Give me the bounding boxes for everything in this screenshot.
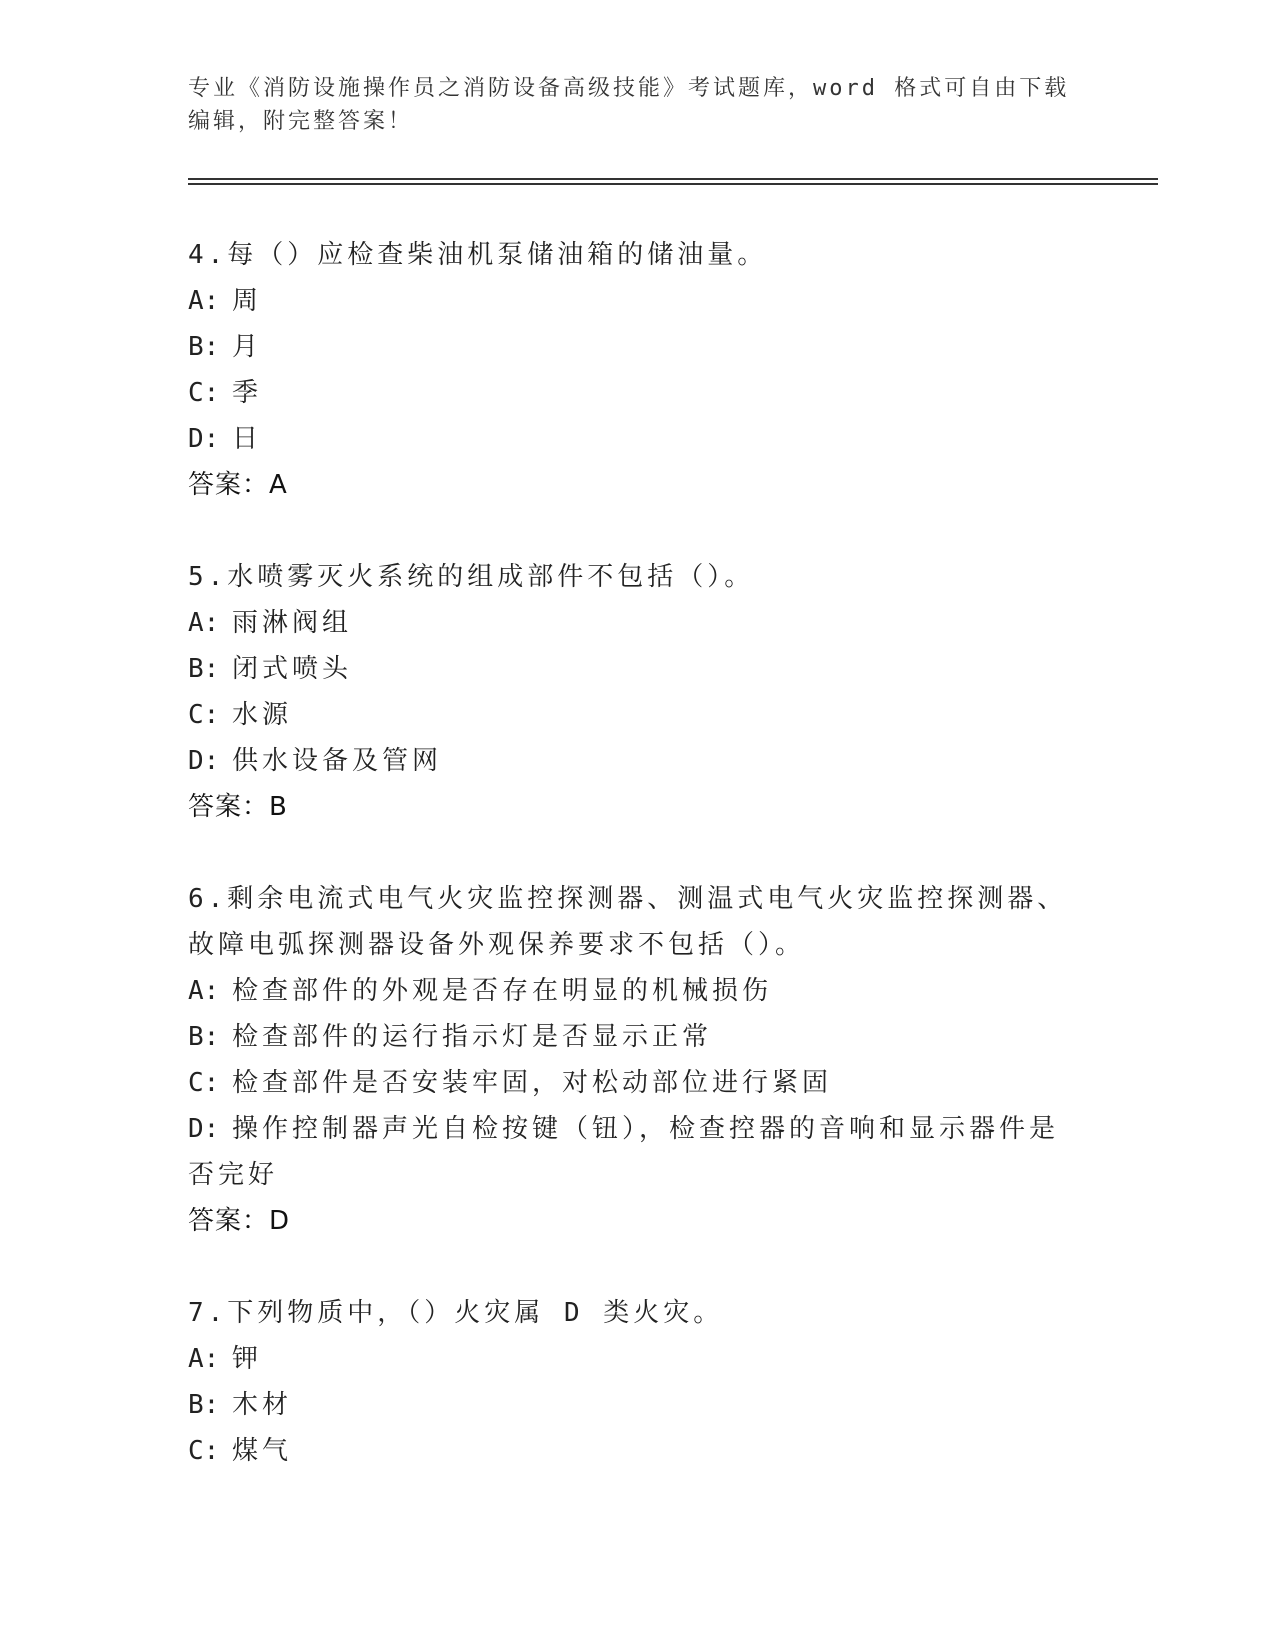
option-b: [188, 1382, 1088, 1428]
question-4: [188, 232, 1088, 508]
option-letter: D:: [188, 746, 220, 776]
option-a: [188, 1336, 1088, 1382]
option-letter: B:: [188, 332, 220, 362]
option-d: [188, 1106, 1088, 1198]
option-text: 木材: [232, 1390, 293, 1420]
question-5: [188, 554, 1088, 830]
option-letter: D:: [188, 424, 220, 454]
question-7: [188, 1290, 1088, 1474]
option-text: 检查部件是否安装牢固，对松动部位进行紧固: [232, 1068, 833, 1098]
option-text: 闭式喷头: [232, 654, 353, 684]
option-a: [188, 600, 1088, 646]
option-text: 日: [232, 424, 263, 454]
question-stem: 6.剩余电流式电气火灾监控探测器、测温式电气火灾监控探测器、故障电弧探测器设备外观保养要求不包括（）。: [188, 884, 1068, 960]
option-c: [188, 1060, 1088, 1106]
option-text: 检查部件的外观是否存在明显的机械损伤: [232, 976, 773, 1006]
option-letter: C:: [188, 1436, 220, 1466]
option-letter: D:: [188, 1114, 220, 1144]
question-stem: 4.每（）应检查柴油机泵储油箱的储油量。: [188, 240, 768, 270]
option-d: [188, 738, 1088, 784]
option-letter: A:: [188, 608, 220, 638]
option-text: 煤气: [232, 1436, 293, 1466]
option-letter: C:: [188, 1068, 220, 1098]
option-letter: B:: [188, 1022, 220, 1052]
option-text: 操作控制器声光自检按键（钮），检查控器的音响和显示器件是否完好: [188, 1114, 1060, 1190]
option-text: 水源: [232, 700, 293, 730]
option-text: 季: [232, 378, 263, 408]
option-text: 供水设备及管网: [232, 746, 443, 776]
option-text: 周: [232, 286, 263, 316]
option-letter: B:: [188, 1390, 220, 1420]
question-6: [188, 876, 1088, 1244]
option-text: 钾: [232, 1344, 263, 1374]
question-stem: 7.下列物质中，（）火灾属 D 类火灾。: [188, 1298, 724, 1328]
document-intro: 专业《消防设施操作员之消防设备高级技能》考试题库，word 格式可自由下载编辑，附完整答案！: [188, 76, 1070, 134]
option-c: [188, 370, 1088, 416]
option-b: [188, 1014, 1088, 1060]
option-letter: A:: [188, 286, 220, 316]
option-d: [188, 416, 1088, 462]
option-c: [188, 692, 1088, 738]
option-letter: A:: [188, 1344, 220, 1374]
option-a: [188, 968, 1088, 1014]
option-b: [188, 324, 1088, 370]
question-stem: 5.水喷雾灭火系统的组成部件不包括（）。: [188, 562, 755, 592]
option-text: 检查部件的运行指示灯是否显示正常: [232, 1022, 713, 1052]
option-b: [188, 646, 1088, 692]
option-text: 雨淋阀组: [232, 608, 353, 638]
header-divider-bottom: [188, 183, 1158, 185]
option-text: 月: [232, 332, 263, 362]
option-letter: A:: [188, 976, 220, 1006]
header-divider-top: [188, 178, 1158, 180]
answer-label: 答案：A: [188, 470, 288, 500]
option-c: [188, 1428, 1088, 1474]
answer-label: 答案：D: [188, 1206, 291, 1236]
option-letter: C:: [188, 378, 220, 408]
option-letter: C:: [188, 700, 220, 730]
answer-label: 答案：B: [188, 792, 288, 822]
option-a: [188, 278, 1088, 324]
option-letter: B:: [188, 654, 220, 684]
